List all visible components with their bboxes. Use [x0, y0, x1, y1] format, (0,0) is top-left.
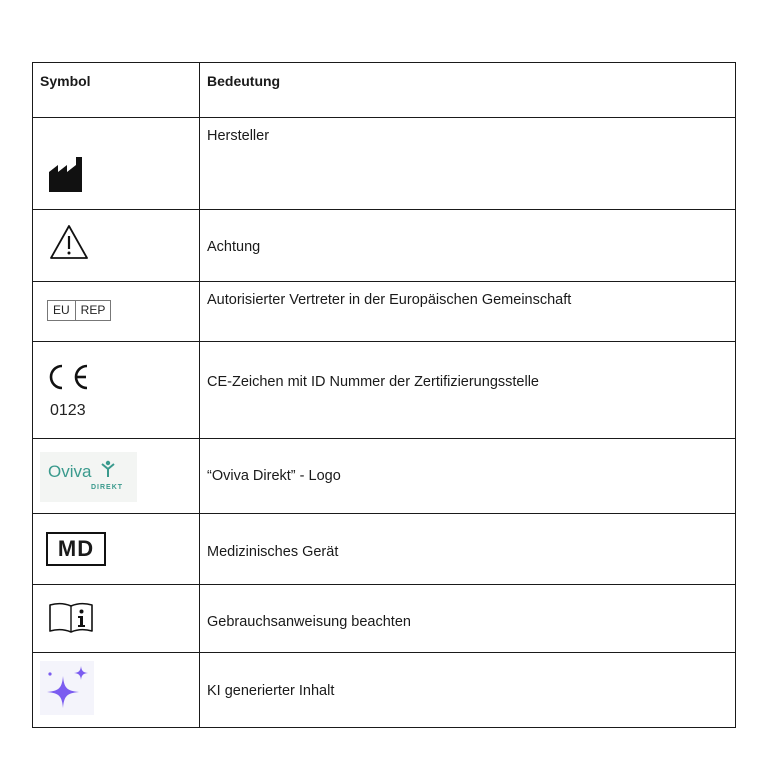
row-meaning: CE-Zeichen mit ID Nummer der Zertifizierungsstelle: [207, 374, 539, 390]
oviva-logo-name: Oviva: [48, 462, 92, 481]
header-meaning: Bedeutung: [200, 63, 736, 118]
row-meaning: “Oviva Direkt” - Logo: [207, 468, 341, 484]
table-row: [33, 439, 736, 514]
instructions-book-icon: [48, 601, 94, 633]
rep-label: REP: [75, 301, 111, 320]
row-meaning: Achtung: [207, 239, 261, 255]
table-row: [33, 118, 736, 210]
table-row: [33, 585, 736, 653]
eu-rep-icon: [47, 300, 111, 321]
warning-triangle-icon: [48, 223, 90, 261]
ce-mark-icon: [47, 363, 93, 391]
oviva-logo-subtitle: DIREKT: [91, 484, 124, 491]
ai-sparkles-icon: [43, 664, 93, 712]
md-icon: MD: [46, 532, 106, 566]
row-meaning: KI generierter Inhalt: [207, 683, 335, 699]
oviva-logo-icon: [40, 452, 137, 502]
table-row: [33, 342, 736, 439]
symbols-table: [32, 62, 736, 728]
factory-icon: [47, 154, 87, 194]
oviva-figure-icon: [101, 460, 115, 478]
row-meaning: Autorisierter Vertreter in der Europäischen Gemeinschaft: [207, 292, 572, 308]
table-row: [33, 282, 736, 342]
row-meaning: Hersteller: [207, 128, 270, 144]
row-meaning: Medizinisches Gerät: [207, 544, 339, 560]
header-symbol: Symbol: [33, 63, 200, 118]
table-row: [33, 210, 736, 282]
eu-label: EU: [53, 303, 70, 317]
table-row: [33, 653, 736, 728]
table-header-row: [33, 63, 736, 118]
row-meaning: Gebrauchsanweisung beachten: [207, 614, 411, 630]
notified-body-number: 0123: [50, 402, 86, 419]
table-row: [33, 514, 736, 585]
